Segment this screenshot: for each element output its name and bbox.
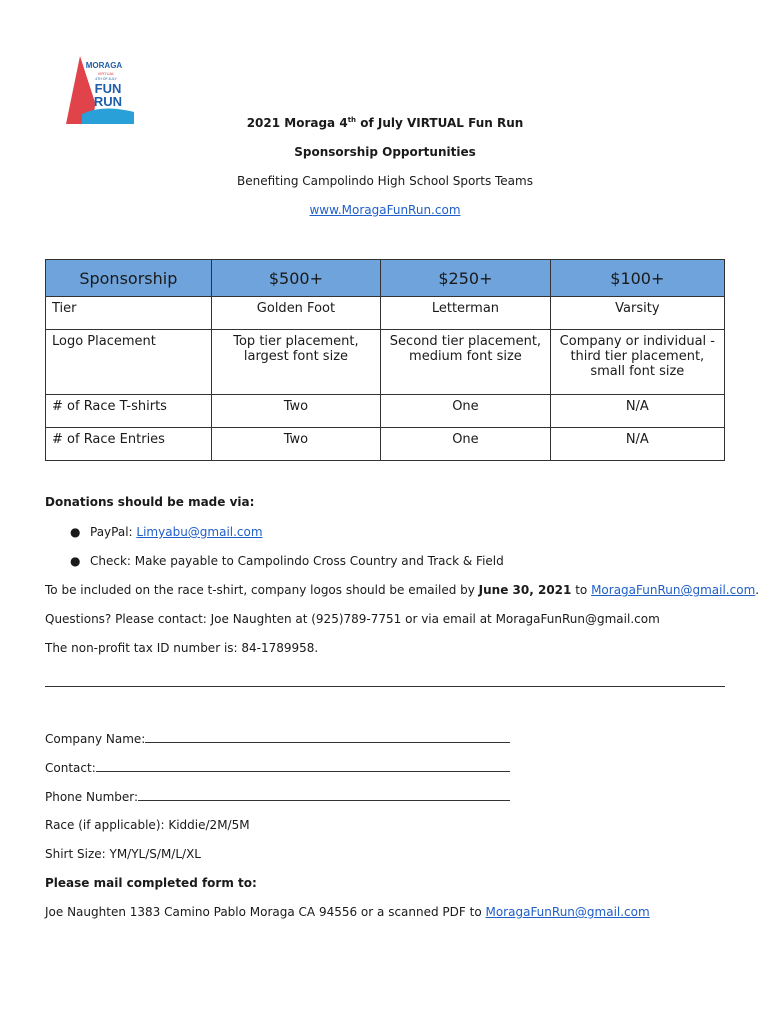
tshirt-email-link[interactable]: MoragaFunRun@gmail.com [591, 583, 756, 597]
table-cell: Letterman [381, 297, 550, 330]
phone-field [45, 789, 510, 804]
title-superscript: th [347, 116, 357, 124]
title-text: 2021 Moraga 4 [246, 116, 348, 130]
company-name-blank[interactable] [145, 731, 510, 743]
mail-address-text: Joe Naughten 1383 Camino Pablo Moraga CA 94556 or a scanned PDF to [45, 905, 486, 919]
sponsorship-table [45, 259, 725, 461]
table-cell: # of Race Entries [46, 428, 212, 461]
benefit-line: Benefiting Campolindo High School Sports Teams [237, 174, 533, 188]
company-name-label: Company Name: [45, 732, 146, 746]
table-cell: One [381, 428, 550, 461]
table-cell: # of Race T-shirts [46, 395, 212, 428]
shirt-size-line: Shirt Size: YM/YL/S/M/L/XL [45, 847, 201, 861]
table-cell: Varsity [550, 297, 724, 330]
logo-text-date: 4TH OF JULY [95, 77, 117, 81]
phone-label: Phone Number: [45, 790, 139, 804]
table-cell: Two [211, 428, 380, 461]
table-cell: One [381, 395, 550, 428]
table-header-row [46, 260, 725, 297]
table-cell: Top tier placement, largest font size [211, 330, 380, 395]
questions-line: Questions? Please contact: Joe Naughten at (925)789-7751 or via email at MoragaFunRun@gmail.com [45, 612, 660, 626]
tshirt-text: To be included on the race t-shirt, company logos should be emailed by [45, 583, 479, 597]
website-line [0, 203, 770, 217]
table-cell: N/A [550, 428, 724, 461]
divider [45, 686, 725, 687]
table-cell: Two [211, 395, 380, 428]
table-row [46, 428, 725, 461]
table-cell: Company or individual - third tier placement, small font size [550, 330, 724, 395]
logo-text-run: RUN [93, 94, 123, 109]
paypal-bullet [70, 525, 263, 539]
table-row [46, 330, 725, 395]
logo-text-moraga: MORAGA [85, 61, 123, 70]
table-row [46, 395, 725, 428]
table-header-cell: $500+ [211, 260, 380, 297]
company-name-field [45, 731, 510, 746]
table-cell: Tier [46, 297, 212, 330]
check-bullet [70, 554, 504, 568]
document-title [0, 116, 770, 130]
phone-blank[interactable] [138, 789, 510, 801]
document-subtitle: Sponsorship Opportunities [294, 145, 476, 159]
bullet-dot: ● [70, 525, 81, 539]
tshirt-info [45, 583, 759, 597]
tshirt-text-mid: to [571, 583, 592, 597]
title-text-end: of July VIRTUAL Fun Run [356, 116, 524, 130]
table-row [46, 297, 725, 330]
table-cell: Logo Placement [46, 330, 212, 395]
fun-run-logo [62, 48, 136, 126]
table-header-cell: $250+ [381, 260, 550, 297]
bullet-dot: ● [70, 554, 81, 568]
tax-id-line: The non-profit tax ID number is: 84-1789958. [45, 641, 319, 655]
contact-label: Contact: [45, 761, 96, 775]
contact-blank[interactable] [96, 760, 510, 772]
paypal-label: PayPal: [90, 525, 137, 539]
logo-text-fun: FUN [94, 81, 122, 96]
mail-heading: Please mail completed form to: [45, 876, 257, 890]
logo-text-virtual: VIRTUAL [97, 71, 115, 76]
table-cell: Golden Foot [211, 297, 380, 330]
race-line: Race (if applicable): Kiddie/2M/5M [45, 818, 250, 832]
website-link[interactable]: www.MoragaFunRun.com [309, 203, 461, 217]
check-text: Check: Make payable to Campolindo Cross Country and Track & Field [90, 554, 504, 568]
contact-field [45, 760, 510, 775]
mail-email-link[interactable]: MoragaFunRun@gmail.com [485, 905, 650, 919]
donations-heading: Donations should be made via: [45, 495, 255, 509]
table-header-cell: $100+ [550, 260, 724, 297]
paypal-email-link[interactable]: Limyabu@gmail.com [136, 525, 263, 539]
table-header-cell: Sponsorship [46, 260, 212, 297]
tshirt-text-end: . [755, 583, 760, 597]
table-cell: Second tier placement, medium font size [381, 330, 550, 395]
table-cell: N/A [550, 395, 724, 428]
mail-address-line [45, 905, 650, 919]
tshirt-deadline: June 30, 2021 [478, 583, 572, 597]
